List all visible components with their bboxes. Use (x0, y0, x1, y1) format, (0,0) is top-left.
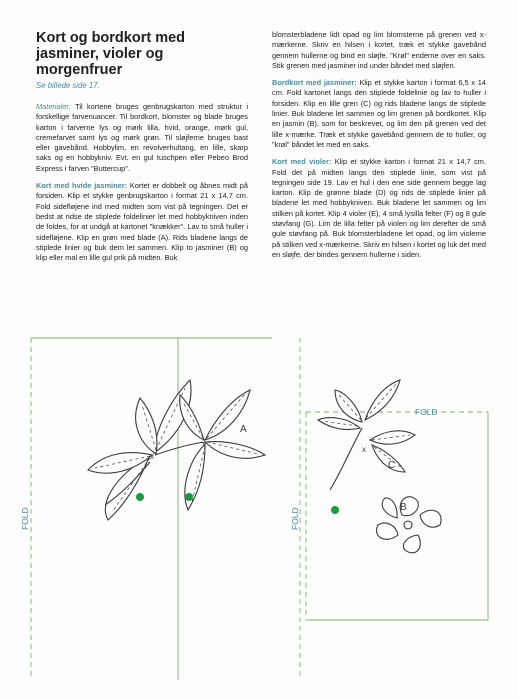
jasmin-branch-c (318, 380, 415, 490)
jasmin-text: Kortet er dobbelt og åbnes midt på forsiden. Klip et stykke genbrugskarton i format 21 x 14,7 cm. Fold sidefløjene ind med midten som vist på tegningen. Det er bedst at ridse de stiplede foldelinier let med hobbykniven inden de foldes, for at undgå at kartonet "knækker". Lav to små huller i sidefløjene. Klip en grøn med blade (A). Rids bladene langs de stiplede linier og buk dem let sammen. Klip to jasminer (B) og klip eller mal en lille gul prik på midten. Buk (36, 181, 248, 263)
label-b: B (400, 502, 407, 513)
leaf-a6 (205, 442, 265, 459)
jasmin-branch-a (88, 380, 265, 520)
leaf-a4 (136, 398, 157, 454)
label-a: A (240, 424, 247, 435)
violer-text: Klip et stykke karton i format 21 x 14,7 cm. Fold det på midten langs den stiplede linie, som vist på tegningen side 19. Lav et hul i den ene side gennem begge lag karton. Klip de grønne blade (D) og rids de stiplede linier på bladene let med hobbykniven. Buk bladene let sammen og lim stilken på kortet. Klip 4 violer (E), 4 små lysilla felter (F) og 8 gule støvfang (G). Lim de lilla felter på violen og lim derefter de små gule støvfang på. Buk blomsterbladene let opad, og lim violerne på stilken ved x-mærkerne. Skriv en hilsen i kortet og luk det med en sløjfe, der bindes gennem hullerne i siden. (272, 157, 487, 259)
hole-dot-2 (185, 493, 193, 501)
label-c: C (388, 460, 396, 471)
fold-label-left: FOLD (20, 507, 30, 530)
fold-label-top: FOLD (415, 407, 438, 417)
page-title: Kort og bordkort med jasminer, violer og morgenfruer (36, 30, 186, 78)
continued-text: blomsterbladene lidt opad og lim blomsterne på grenen ved x-mærkerne. Skriv en hilsen i kortet, træk et stykke gavebånd gennem hullerne og bind en sløjfe. "Krøl" enderne over en saks. Stik grenen med jasminer ind under båndet med sløjfen. (272, 30, 486, 70)
jasmin-lead: Kort med hvide jasminer: (36, 181, 128, 191)
stem-c (330, 428, 362, 490)
page-subtitle: Se billede side 17. (36, 81, 100, 90)
mark-x-3: x (362, 445, 366, 454)
mark-x-2: x (202, 440, 206, 449)
materials-lead: Materialer: (36, 102, 71, 111)
jasmin-flower-b (376, 497, 441, 553)
hole-dot-1 (136, 493, 144, 501)
fold-label-right: FOLD (290, 507, 300, 530)
jasmin-card-outline (31, 338, 300, 680)
mark-x-1: x (150, 452, 154, 461)
leaf-c1 (365, 380, 400, 420)
bordkort-lead: Bordkort med jasminer: (272, 78, 357, 88)
leaf-a8 (180, 395, 204, 440)
bordkort-text: Klip et stykke karton i format 6,5 x 14 cm. Fold kartonet langs den stiplede foldelinie og lav to huller i forsiden. Klip en lille gren (C) og rids bladene langs de stiplede linier. Buk bladene let sammen og lim grenen på bordkortet. Klip en jasmin (B), som for beskrevet, og lim den på grenen ved det lille x-mærke. Træk et stykke gavebånd gennem de to huller, og "krøl" båndet let med en saks. (272, 78, 486, 149)
violer-lead: Kort med violer: (272, 157, 332, 167)
materials-text: Til kortene bruges genbrugskarton med struktur i forskellige farvenuancer. Til bordkort, blomster og blade bruges karton i farverne lys og mørk lilla, hvid, orange, mørk gul, cremefarvet samt lys og mørk grøn. Til sløjferne bruges bast eller gavebånd. Hobbylim, en revolverhultang, en lille, skarp saks og en hobbykniv. Evt. en gul tuschpen eller Pebeo Brod Express i farven "Buttercup". (36, 102, 248, 173)
hole-dot-3 (331, 506, 339, 514)
